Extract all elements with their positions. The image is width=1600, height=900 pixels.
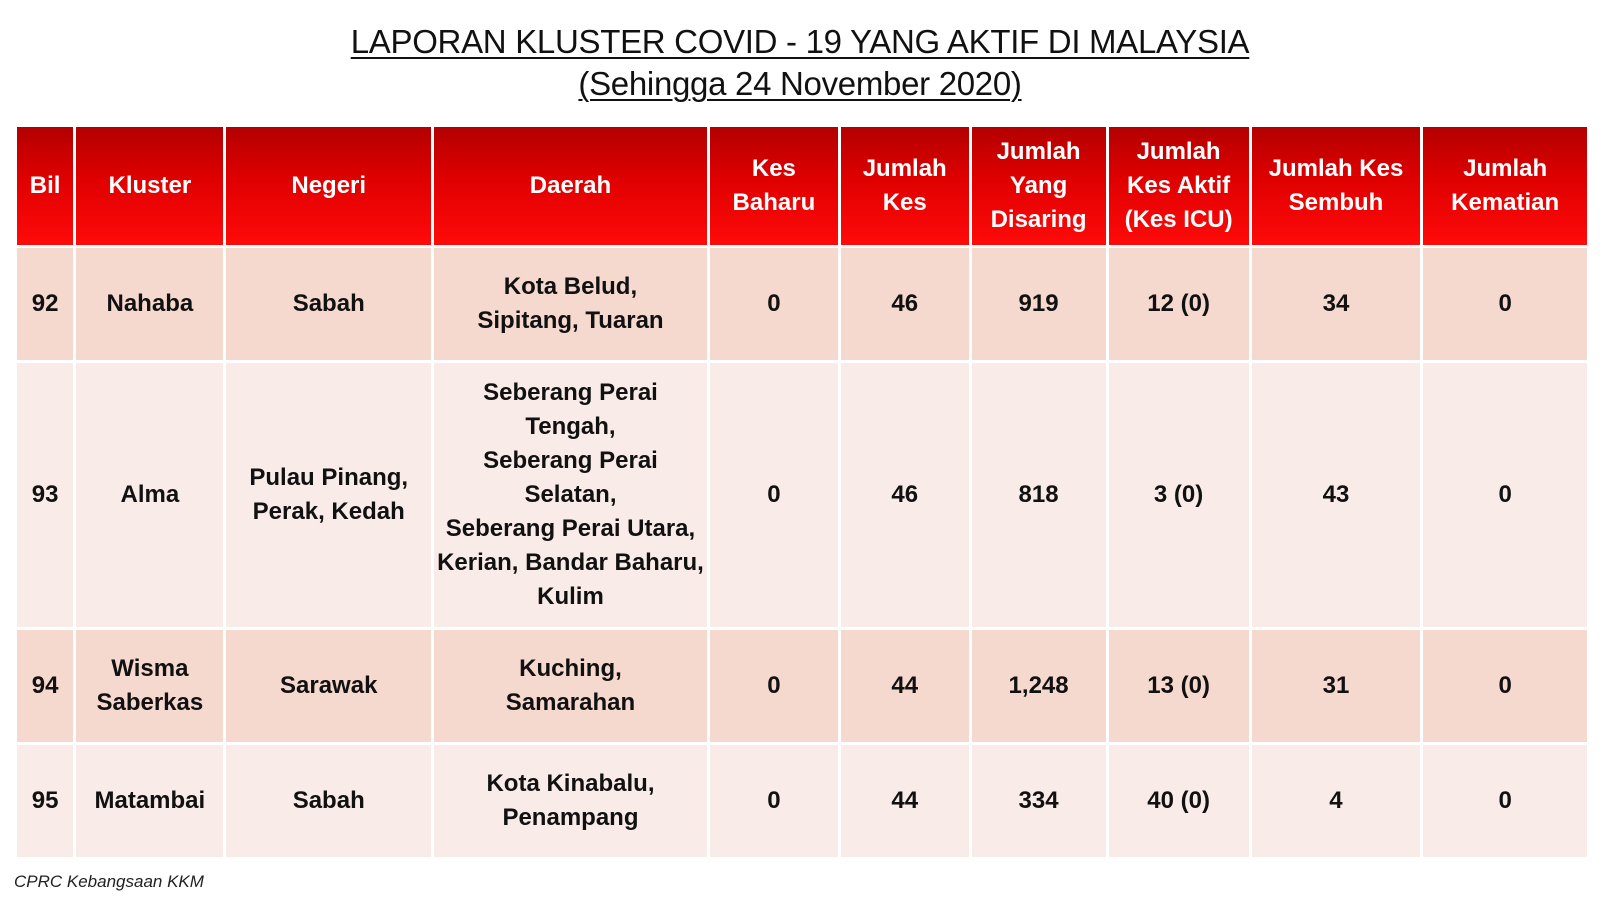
cell-jumlah-kes: 46 [841, 248, 969, 360]
header-text: Jumlah [862, 155, 947, 182]
cell-daerah-line: Seberang Perai Tengah, [483, 379, 658, 440]
cell-jumlah-disaring: 1,248 [972, 630, 1106, 742]
header-text: Bil [29, 172, 61, 199]
cell-kes-baharu: 0 [710, 745, 838, 857]
cell-kluster-line: Alma [120, 481, 180, 508]
header-kluster [76, 127, 223, 245]
header-kes-aktif [1109, 127, 1249, 245]
header-text: Baharu [732, 189, 816, 216]
header-text: Jumlah [1136, 138, 1221, 165]
cell-daerah [434, 630, 707, 742]
cell-daerah-line: Sipitang, Tuaran [477, 307, 664, 334]
cell-jumlah-kes: 44 [841, 745, 969, 857]
cell-daerah-line: Selatan, [524, 481, 617, 508]
header-text: Jumlah [1463, 155, 1548, 182]
cell-daerah [434, 363, 707, 627]
cell-kes-baharu: 0 [710, 630, 838, 742]
cell-negeri [226, 745, 431, 857]
cluster-table [14, 124, 1590, 860]
cell-jumlah-disaring: 818 [972, 363, 1106, 627]
header-text: Yang [1009, 172, 1068, 199]
cell-kes-aktif: 12 (0) [1109, 248, 1249, 360]
cell-negeri-line: Pulau Pinang, [249, 464, 409, 491]
cell-kluster [76, 363, 223, 627]
cell-kluster-line: Nahaba [106, 290, 194, 317]
cell-kluster [76, 248, 223, 360]
table-row [17, 745, 1587, 857]
cell-negeri-line: Sabah [292, 787, 365, 814]
cell-kematian: 0 [1423, 630, 1587, 742]
cell-kluster-line: Matambai [94, 787, 206, 814]
cell-daerah-line: Seberang Perai Utara, [445, 515, 696, 542]
header-text: Disaring [990, 206, 1087, 233]
cell-negeri-line: Perak, Kedah [252, 498, 405, 525]
cell-sembuh: 34 [1252, 248, 1421, 360]
cell-daerah-line: Samarahan [505, 689, 636, 716]
header-text: Kes [751, 155, 796, 182]
header-bil [17, 127, 73, 245]
cell-kluster [76, 630, 223, 742]
report-title [0, 22, 1600, 106]
cell-jumlah-kes: 46 [841, 363, 969, 627]
cell-kematian: 0 [1423, 248, 1587, 360]
source-footnote: CPRC Kebangsaan KKM [14, 872, 204, 891]
cell-daerah-line: Kota Belud, [503, 273, 638, 300]
cell-jumlah-kes: 44 [841, 630, 969, 742]
header-kematian [1423, 127, 1587, 245]
cell-kes-baharu: 0 [710, 363, 838, 627]
cell-sembuh: 43 [1252, 363, 1421, 627]
title-line-1: LAPORAN KLUSTER COVID - 19 YANG AKTIF DI MALAYSIA [350, 23, 1250, 60]
cell-daerah-line: Kuching, [519, 655, 622, 682]
cell-kluster [76, 745, 223, 857]
cell-negeri-line: Sarawak [280, 672, 378, 699]
cell-daerah-line: Penampang [502, 804, 639, 831]
table-row [17, 630, 1587, 742]
cell-daerah [434, 745, 707, 857]
cell-negeri [226, 630, 431, 742]
table-body [17, 248, 1587, 857]
cell-kematian: 0 [1423, 745, 1587, 857]
cell-daerah-line: Kota Kinabalu, [486, 770, 655, 797]
cell-daerah-line: Seberang Perai [483, 447, 658, 474]
header-text: Jumlah Kes [1268, 155, 1404, 182]
cell-kes-aktif: 13 (0) [1109, 630, 1249, 742]
cell-daerah-line: Kulim [537, 583, 604, 610]
cell-negeri [226, 363, 431, 627]
title-line-2: (Sehingga 24 November 2020) [578, 65, 1022, 102]
cell-negeri-line: Sabah [292, 290, 365, 317]
cell-bil: 94 [17, 630, 73, 742]
header-text: Daerah [529, 172, 612, 199]
cell-kes-aktif: 3 (0) [1109, 363, 1249, 627]
header-text: Negeri [291, 172, 367, 199]
cell-daerah-line: Kerian, Bandar Baharu, [437, 549, 704, 576]
table-row [17, 248, 1587, 360]
cell-kes-aktif: 40 (0) [1109, 745, 1249, 857]
cell-kluster-line: Saberkas [96, 689, 204, 716]
header-text: Kematian [1451, 189, 1560, 216]
header-text: Kes Aktif [1127, 172, 1231, 199]
header-text: Jumlah [996, 138, 1081, 165]
cell-kematian: 0 [1423, 363, 1587, 627]
cell-kluster-line: Wisma [111, 655, 189, 682]
cell-sembuh: 31 [1252, 630, 1421, 742]
cell-jumlah-disaring: 334 [972, 745, 1106, 857]
table-row [17, 363, 1587, 627]
cell-kes-baharu: 0 [710, 248, 838, 360]
cell-negeri [226, 248, 431, 360]
header-row [17, 127, 1587, 245]
cell-sembuh: 4 [1252, 745, 1421, 857]
header-sembuh [1252, 127, 1421, 245]
cell-bil: 92 [17, 248, 73, 360]
header-daerah [434, 127, 707, 245]
header-text: (Kes ICU) [1124, 206, 1233, 233]
cell-bil: 95 [17, 745, 73, 857]
header-jumlah-disaring [972, 127, 1106, 245]
cell-bil: 93 [17, 363, 73, 627]
cell-jumlah-disaring: 919 [972, 248, 1106, 360]
header-text: Kluster [108, 172, 192, 199]
header-kes-baharu [710, 127, 838, 245]
header-text: Kes [882, 189, 927, 216]
cell-daerah [434, 248, 707, 360]
header-negeri [226, 127, 431, 245]
header-text: Sembuh [1288, 189, 1384, 216]
header-jumlah-kes [841, 127, 969, 245]
